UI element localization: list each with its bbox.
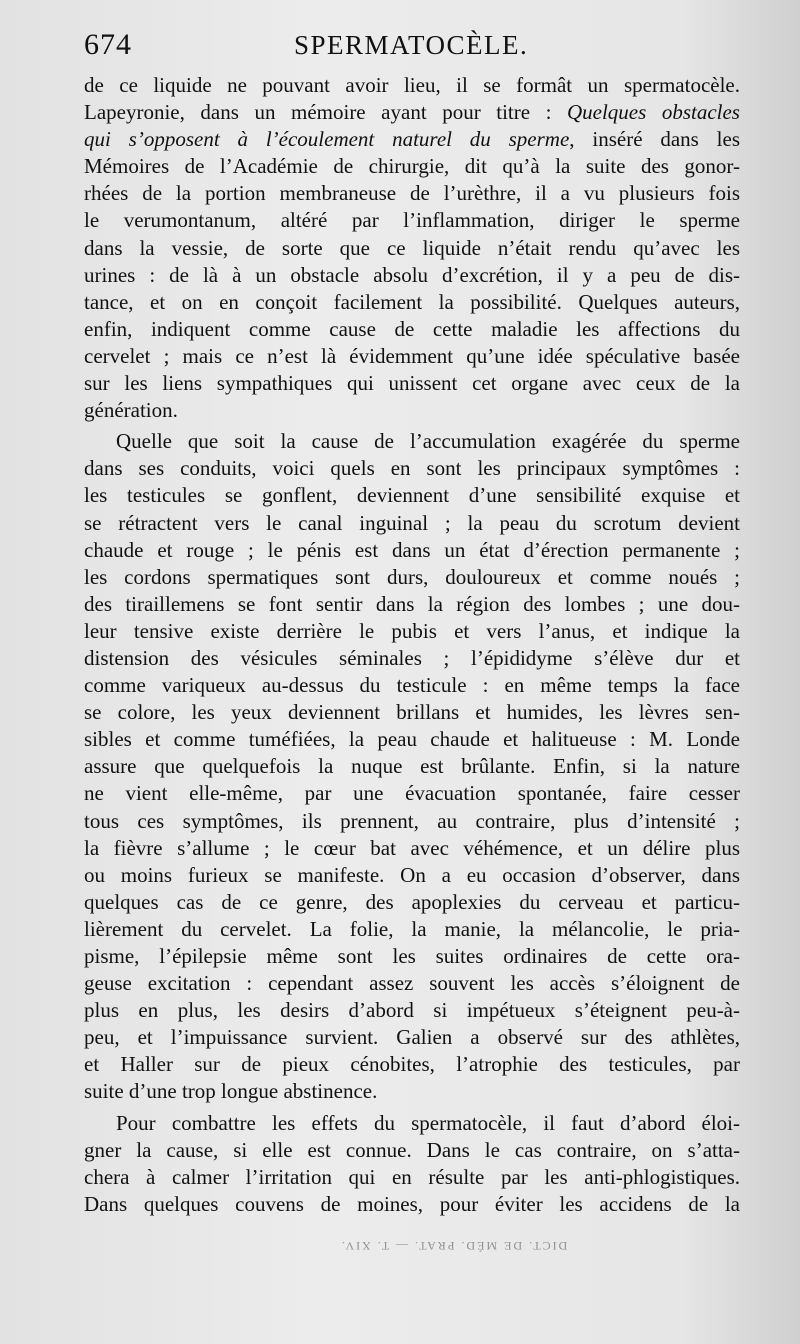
text-line: geuse excitation : cependant assez souvent les accès s’éloignent de (84, 971, 740, 996)
text-line: génération. (84, 398, 178, 423)
text-line: suite d’une trop longue abstinence. (84, 1079, 378, 1104)
text-line: tance, et on en conçoit facilement la possibilité. Quelques auteurs, (84, 289, 740, 314)
text-line: se colore, les yeux deviennent brillans et humides, les lèvres sen- (84, 700, 740, 725)
text-line: des tiraillemens se font sentir dans la région des lombes ; une dou- (84, 591, 740, 616)
text-line: chera à calmer l’irritation qui en résulte par les anti-phlogistiques. (84, 1164, 740, 1189)
text-line: dans ses conduits, voici quels en sont les principaux symptômes : (84, 456, 740, 481)
text-line: tous ces symptômes, ils prennent, au contraire, plus d’intensité ; (84, 808, 740, 833)
text-line: assure que quelquefois la nuque est brûlante. Enfin, si la nature (84, 754, 740, 779)
text-line: cervelet ; mais ce n’est là évidemment qu’une idée spéculative basée (84, 343, 740, 368)
text-line: qui s’opposent à l’écoulement naturel du sperme, inséré dans les (84, 127, 740, 152)
text-line: Mémoires de l’Académie de chirurgie, dit qu’à la suite des gonor- (84, 154, 740, 179)
text-line: Pour combattre les effets du spermatocèle, il faut d’abord éloi- (116, 1110, 740, 1135)
paragraph-2 (84, 428, 740, 1105)
signature-mark: DICT. DE MÉD. PRAT. — T. XIV. (340, 1239, 568, 1253)
text-line: comme variqueux au-dessus du testicule : en même temps la face (84, 673, 740, 698)
text-line: la fièvre s’allume ; le cœur bat avec véhémence, et un délire plus (84, 835, 740, 860)
page-number: 674 (84, 28, 132, 61)
text-line: dans la vessie, de sorte que ce liquide n’était rendu qu’avec les (84, 235, 740, 260)
text-line: le verumontanum, altéré par l’inflammation, diriger le sperme (84, 208, 740, 233)
text-line: Quelle que soit la cause de l’accumulation exagérée du sperme (116, 429, 740, 454)
running-head: SPERMATOCÈLE. (294, 30, 529, 60)
text-line: et Haller sur de pieux cénobites, l’atrophie des testicules, par (84, 1052, 740, 1077)
body-text (84, 72, 740, 1218)
text-line: plus en plus, les desirs d’abord si impétueux s’éteignent peu-à- (84, 998, 740, 1023)
text-line: chaude et rouge ; le pénis est dans un état d’érection permanente ; (84, 537, 740, 562)
paragraph-3 (84, 1110, 740, 1218)
text-line: gner la cause, si elle est connue. Dans le cas contraire, on s’atta- (84, 1137, 740, 1162)
text-line: rhées de la portion membraneuse de l’urèthre, il a vu plusieurs fois (84, 181, 740, 206)
text-line: les cordons spermatiques sont durs, douloureux et comme noués ; (84, 564, 740, 589)
text-line: ou moins furieux se manifeste. On a eu occasion d’observer, dans (84, 862, 740, 887)
text-line: Dans quelques couvens de moines, pour éviter les accidens de la (84, 1191, 740, 1216)
text-line: quelques cas de ce genre, des apoplexies du cerveau et particu- (84, 889, 740, 914)
text-line: se rétractent vers le canal inguinal ; la peau du scrotum devient (84, 510, 740, 535)
text-line: Lapeyronie, dans un mémoire ayant pour titre : Quelques obstacles (84, 100, 740, 125)
text-line: urines : de là à un obstacle absolu d’excrétion, il y a peu de dis- (84, 262, 740, 287)
text-line: distension des vésicules séminales ; l’épididyme s’élève dur et (84, 645, 740, 670)
text-line: lièrement du cervelet. La folie, la manie, la mélancolie, le pria- (84, 916, 740, 941)
text-line: sibles et comme tuméfiées, la peau chaude et halitueuse : M. Londe (84, 727, 740, 752)
text-line: pisme, l’épilepsie même sont les suites ordinaires de cette ora- (84, 944, 740, 968)
paragraph-1 (84, 72, 740, 424)
text-line: les testicules se gonflent, deviennent d’une sensibilité exquise et (84, 483, 740, 508)
text-line: de ce liquide ne pouvant avoir lieu, il se formât un spermatocèle. (84, 73, 740, 97)
text-line: peu, et l’impuissance survient. Galien a observé sur des athlètes, (84, 1025, 740, 1050)
text-line: sur les liens sympathiques qui unissent cet organe avec ceux de la (84, 371, 740, 396)
text-line: ne vient elle-même, par une évacuation spontanée, faire cesser (84, 781, 740, 806)
text-line: leur tensive existe derrière le pubis et vers l’anus, et indique la (84, 618, 740, 643)
page-header (84, 22, 744, 66)
text-line: enfin, indiquent comme cause de cette maladie les affections du (84, 316, 740, 341)
